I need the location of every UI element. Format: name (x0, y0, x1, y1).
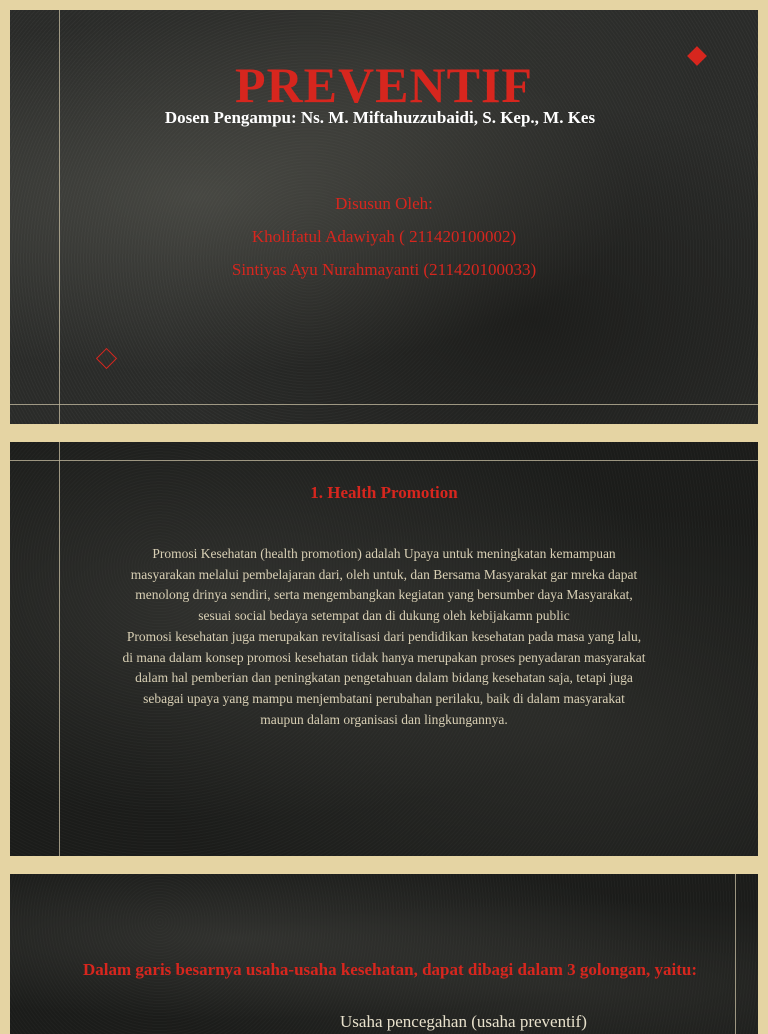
paragraph: Promosi kesehatan juga merupakan revitalisasi dari pendidikan kesehatan pada masa yang lalu, di mana dalam konsep promosi kesehatan tidak hanya merupakan proses penyadaran masyarakat dalam hal pemberian dan peningkatan pengetahuan dalam bidang kesehatan saja, tetapi juga sebagai upaya yang mampu menjembatani perubahan perilaku, baik di dalam masyarakat maupun dalam organisasi dan lingkungannya. (122, 628, 646, 727)
lecturer-text: Dosen Pengampu: Ns. M. Miftahuzzubaidi, S. Kep., M. Kes (164, 108, 596, 127)
prevention-slide (10, 874, 758, 1034)
horizontal-rule (10, 404, 758, 405)
title-slide (10, 10, 758, 424)
outline-diamond-icon (96, 348, 117, 369)
slide-title: PREVENTIF (235, 57, 533, 113)
vertical-rule (735, 874, 736, 1034)
section-body (120, 544, 648, 730)
health-promotion-slide (10, 442, 758, 856)
list-item: Usaha pencegahan (usaha preventif) (340, 1012, 587, 1031)
paragraph: Promosi Kesehatan (health promotion) adalah Upaya untuk meningkatan kemampuan masyarakan melalui pembelajaran dari, oleh untuk, dan Bersama Masyarakat gar mreka dapat menolong drinya sendiri, serta mengembangkan kegiatan yang bersumber daya Masyarakat, sesuai social bedaya setempat dan di dukung oleh kebijakamn public (130, 546, 638, 624)
section-heading: Dalam garis besarnya usaha-usaha kesehatan, dapat dibagi dalam 3 golongan, yaitu: (82, 960, 697, 979)
vertical-rule (59, 442, 60, 856)
author-name: Sintiyas Ayu Nurahmayanti (211420100033) (231, 260, 537, 279)
compiled-by-label: Disusun Oleh: (335, 194, 433, 213)
author-name: Kholifatul Adawiyah ( 211420100002) (251, 227, 517, 246)
section-heading: 1. Health Promotion (310, 483, 458, 502)
horizontal-rule (10, 460, 758, 461)
